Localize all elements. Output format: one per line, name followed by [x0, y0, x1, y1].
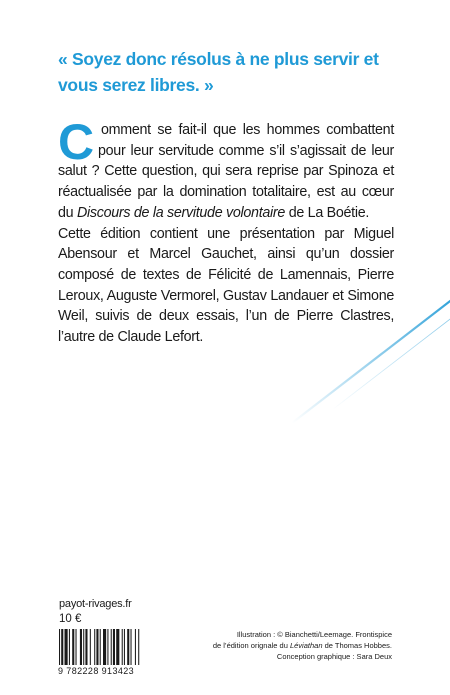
credits-line-2-end: de Thomas Hobbes.	[322, 641, 392, 650]
credits-line-2-text: de l’édition orignale du	[212, 641, 290, 650]
credits	[132, 629, 392, 662]
isbn-digits: 9 782228 913423	[58, 666, 135, 676]
drop-cap: C	[58, 114, 95, 170]
blurb-text-2: de La Boétie.	[285, 204, 370, 221]
light-streak-icon	[292, 288, 450, 423]
credits-title: Léviathan	[289, 641, 323, 650]
price: 10 €	[59, 613, 82, 625]
blurb-paragraph-2: Cette édition contient une présentation par Miguel Abensour et Marcel Gauchet, ainsi qu’un dossier composé de textes de Félicité de Lamennais, Pierre Leroux, Auguste Vermorel, Gustav Landauer et Simone Weil, suivis de deux essais, l’un de Pierre Clastres, l’autre de Claude Lefort.	[58, 225, 394, 346]
credits-line-1: Illustration : © Bianchetti/Leemage. Frontispice	[236, 630, 392, 639]
book-title: Discours de la servitude volontaire	[76, 204, 286, 221]
blurb-paragraph-1	[58, 114, 394, 224]
cover-quote: « Soyez donc résolus à ne plus servir et vous serez libres. »	[58, 49, 379, 95]
blurb-text-1: omment se fait-il que les hommes combattent pour leur servitude comme s’il s’agissait de leur salut ? Cette question, qui sera reprise par Spinoza et réactualisée par la domination totalitaire, est au cœur du	[58, 122, 394, 221]
publisher-website: payot-rivages.fr	[59, 598, 132, 610]
credits-line-2	[132, 640, 392, 651]
credits-line-3: Conception graphique : Sara Deux	[276, 652, 392, 661]
